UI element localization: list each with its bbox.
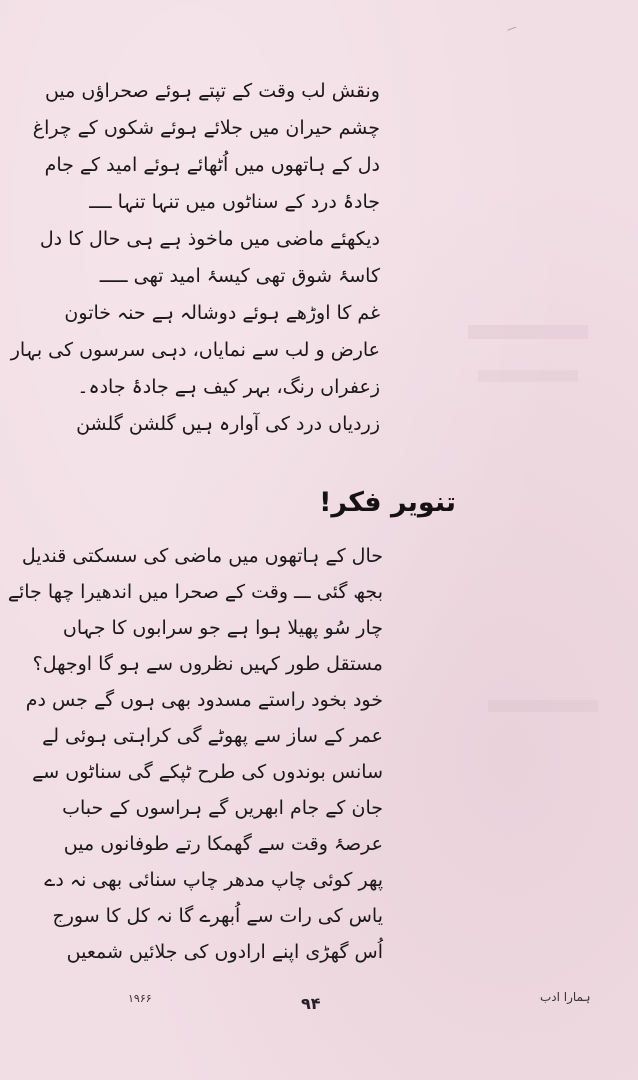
- poem-stanza-2: [7, 545, 383, 1005]
- poem-line: چار سُو پھیلا ہوا ہے جو سرابوں کا جہاں: [62, 617, 383, 639]
- poem-line: خود بخود راستے مسدود بھی ہوں گے جس دم: [25, 689, 383, 711]
- poem-line: جان کے جام ابھریں گے ہراسوں کے حباب: [62, 797, 383, 819]
- footer-year: ۱۹۶۶: [128, 992, 152, 1005]
- poem-line: پھر کوئی چاپ مدھر چاپ سنائی بھی نہ دے: [44, 869, 383, 891]
- poem-line: اُس گھڑی اپنے ارادوں کی جلائیں شمعیں: [66, 941, 383, 963]
- poem-line: غم کا اوڑھے ہوئے دوشالہ ہے حنہ خاتون: [64, 302, 380, 324]
- footer-book-title: ہمارا ادب: [540, 990, 591, 1004]
- poem-line: دیکھئے ماضی میں ماخوذ ہے ہی حال کا دل: [39, 228, 380, 250]
- poem-line: مستقل طور کہیں نظروں سے ہو گا اوجھل؟: [32, 653, 383, 675]
- poem-line: عرصۂ وقت سے گھمکا رتے طوفانوں میں: [63, 833, 383, 855]
- poem-stanza-1: [10, 80, 380, 450]
- stray-mark: [508, 27, 518, 34]
- poem-line: زردیاں درد کی آوارہ ہیں گلشن گلشن: [76, 413, 380, 435]
- bleed-through: [478, 370, 578, 382]
- poem-line: زعفراں رنگ، بہر کیف ہے جادۂ جادہ۔: [77, 376, 380, 398]
- poem-line: چشم حیران میں جلائے ہوئے شکوں کے چراغ: [32, 117, 380, 139]
- poem-line: یاس کی رات سے اُبھرے گا نہ کل کا سورج: [52, 905, 383, 927]
- poem-line: بجھ گئی ـــ وقت کے صحرا میں اندھیرا چھا جائے: [7, 581, 383, 603]
- poem-line: ونقش لب وقت کے تپتے ہوئے صحراؤں میں: [44, 80, 380, 102]
- poem-title: تنویر فکر!: [319, 487, 456, 518]
- poem-line: سانس بوندوں کی طرح ٹپکے گی سناٹوں سے: [32, 761, 383, 783]
- poem-line: جادۂ درد کے سناٹوں میں تنہا تنہا ــــ: [89, 191, 380, 213]
- poem-line: کاسۂ شوق تھی کیسۂ امید تھی ـــــ: [99, 265, 380, 287]
- poem-line: عمر کے ساز سے پھوٹے گی کراہتی ہوئی لے: [42, 725, 383, 747]
- footer-page-number: ۹۴: [301, 994, 321, 1013]
- bleed-through: [468, 325, 588, 339]
- bleed-through: [488, 700, 598, 712]
- poem-line: عارض و لب سے نمایاں، دہی سرسوں کی بہار: [10, 339, 380, 361]
- poem-line: حال کے ہاتھوں میں ماضی کی سسکتی قندیل: [21, 545, 383, 567]
- poem-line: دل کے ہاتھوں میں اُٹھائے ہوئے امید کے جام: [44, 154, 380, 176]
